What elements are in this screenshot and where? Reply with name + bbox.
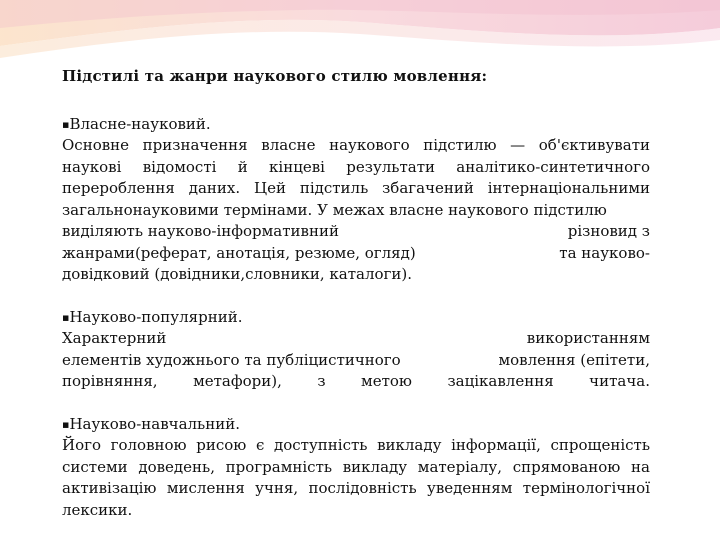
slide-title: Підстилі та жанри наукового стилю мовлення: (62, 67, 488, 85)
section-naukovo-navchalnyi (62, 414, 650, 522)
line-word: метою (361, 372, 412, 390)
paragraph-line (62, 328, 650, 350)
paragraph-line: довідковий (довідники,словники, каталоги). (62, 265, 412, 283)
section-heading-text: Науково-популярний. (69, 307, 243, 326)
line-left-text: Характерний (62, 329, 167, 347)
paragraph-line (62, 371, 650, 393)
section-paragraph: Його головною рисою є доступність викладу інформації, спрощеність системи доведень, програмність викладу матеріалу, спрямованою на активізацію мислення учня, послідовність уведенням термінологічної лексики. (62, 436, 650, 519)
section-heading (62, 414, 650, 436)
section-heading (62, 114, 650, 136)
line-right-text: мовлення (епітети, (498, 350, 650, 369)
line-left-text: елементів художнього та публіцистичного (62, 350, 401, 369)
section-paragraph: Основне призначення власне наукового підстилю — об'єктивувати наукові відомості й кінцеві результати аналітико-синтетичного перероблення даних. Цей підстиль збагачений інтернаціональними загальнонауковими термінами. У межах власне наукового підстилю (62, 136, 650, 219)
section-vlasne-naukovyi (62, 114, 650, 286)
line-word: зацікавлення (447, 372, 554, 390)
section-heading (62, 307, 650, 329)
line-right-text: різновид з (567, 222, 650, 240)
line-right-text: використанням (526, 329, 650, 347)
bullet-square-icon: ▪ (62, 310, 70, 324)
line-left-text: виділяють науково-інформативний (62, 222, 339, 240)
line-right-text: та науково- (559, 243, 650, 262)
bullet-square-icon: ▪ (62, 417, 70, 431)
bullet-square-icon: ▪ (62, 117, 70, 131)
paragraph-line (62, 221, 650, 243)
slide-content (62, 66, 650, 542)
line-word: метафори), (193, 372, 282, 390)
paragraph-line (62, 350, 650, 372)
line-left-text: жанрами(реферат, анотація, резюме, огляд) (62, 243, 416, 262)
line-word: з (317, 372, 326, 390)
section-heading-text: Власне-науковий. (69, 114, 211, 133)
line-word: порівняння, (62, 372, 158, 390)
line-word: читача. (589, 372, 650, 390)
paragraph-line (62, 243, 650, 265)
section-heading-text: Науково-навчальний. (69, 414, 240, 433)
section-naukovo-populiarnyi (62, 307, 650, 393)
